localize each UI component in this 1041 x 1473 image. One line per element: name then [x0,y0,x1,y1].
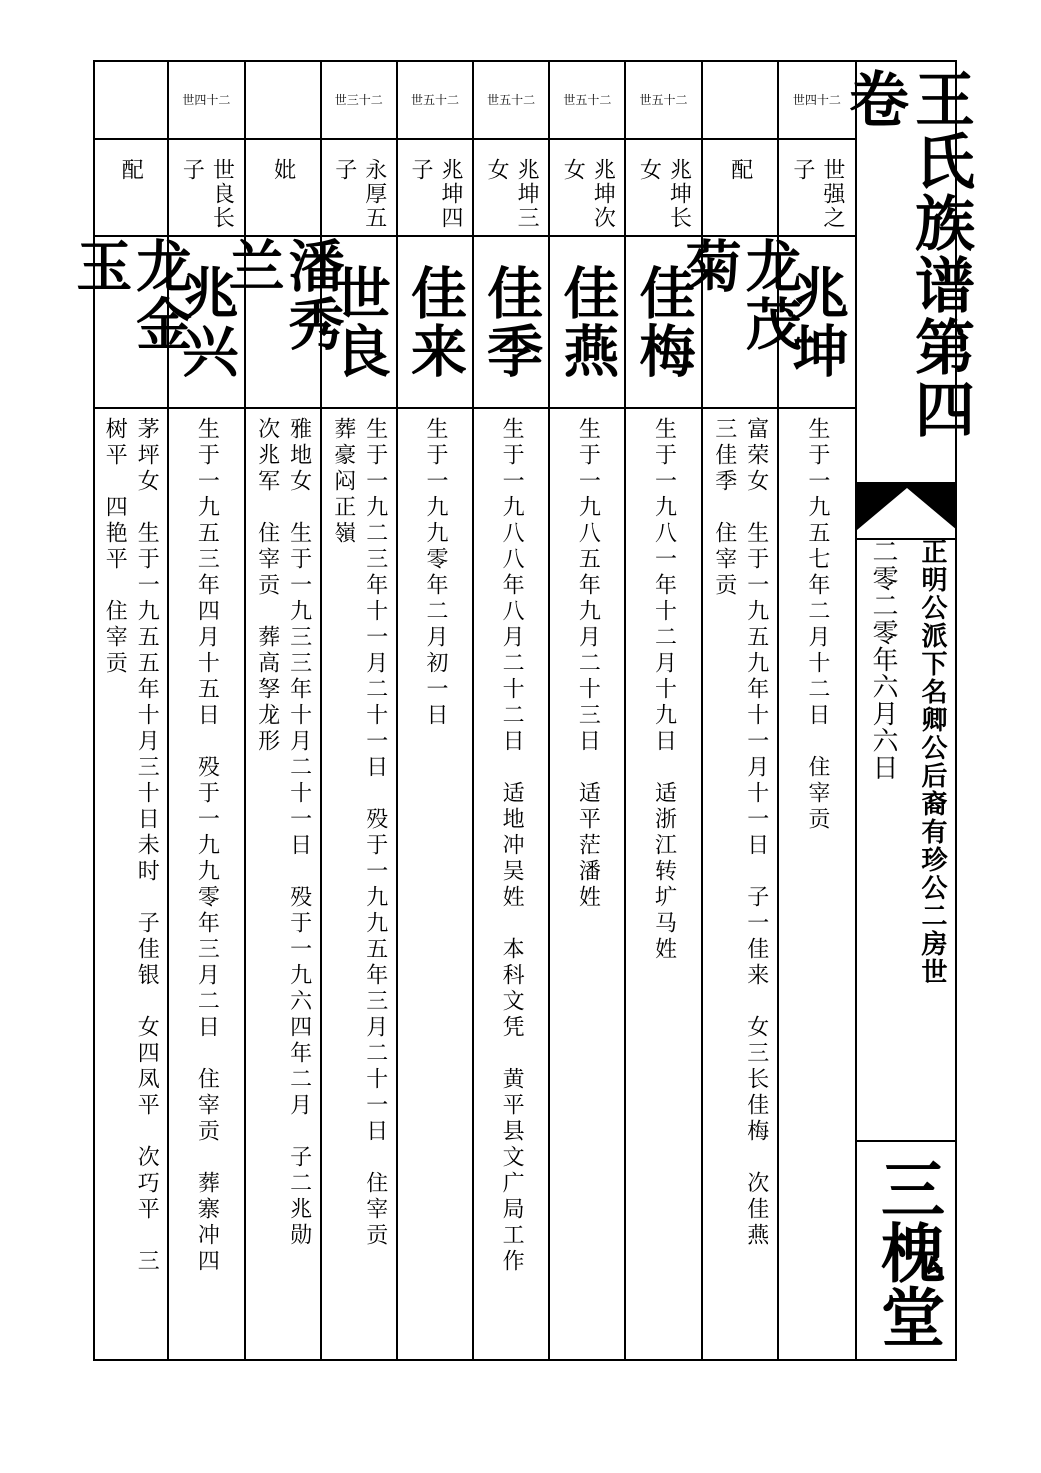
description-cell [322,409,396,1361]
generation-label [703,60,777,140]
description-text: 生于一九二三年十一月二十一日 殁于一九九五年三月二十一日 住宰贡 葬豪闷正嶺 [330,417,388,1249]
generation-label: 世五十二 [550,60,624,140]
generation-label: 世五十二 [474,60,548,140]
compile-date [861,538,905,858]
relation-cell [398,140,472,237]
relation-text: 兆坤四子 [407,158,463,230]
description-text: 生于一九五七年二月十二日 住宰贡 [804,417,830,833]
entry-column [474,60,550,1361]
person-name: 龙茂菊 [676,237,803,353]
person-name: 佳梅 [630,264,697,380]
name-cell [550,237,624,409]
person-name: 佳季 [478,264,545,380]
relation-text: 兆坤次女 [560,158,616,230]
relation-text: 配 [727,158,753,182]
relation-cell [474,140,548,237]
relation-text: 兆坤三女 [484,158,540,230]
generation-label [246,60,320,140]
date-text: 二零二零年六月六日 [868,538,898,781]
name-cell [474,237,548,409]
relation-text: 世强之子 [789,158,845,230]
generation-label: 世五十二 [398,60,472,140]
name-cell [67,237,194,409]
person-name: 潘秀兰 [219,237,346,353]
description-text: 生于一九八五年九月二十三日 适平茫潘姓 [575,417,601,911]
description-text: 雅地女 生于一九三三年十月二十一日 殁于一九六四年二月 子二兆勋 次兆军 住宰贡 葬高孥龙形 [254,417,312,1249]
entry-column [398,60,474,1361]
description-cell [550,409,624,1361]
person-name: 兆兴 [173,264,240,380]
entry-column [219,60,346,1361]
description-cell [398,409,472,1361]
description-text: 生于一九九零年二月初一日 [422,417,448,729]
branch-line [909,538,955,1138]
generation-label [93,60,167,140]
description-cell [703,409,777,1361]
name-cell [219,237,346,409]
relation-cell [322,140,396,237]
name-cell [398,237,472,409]
entry-column [67,60,194,1361]
relation-cell [246,140,320,237]
person-name: 佳燕 [554,264,621,380]
description-text: 生于一九五三年四月十五日 殁于一九九零年三月二日 住宰贡 葬寨冲四 [194,417,220,1275]
generation-label: 世四十二 [779,60,855,140]
person-name: 世良 [325,264,392,380]
description-cell [626,409,700,1361]
relation-cell [779,140,855,237]
description-text: 富荣女 生于一九五九年十一月十一日 子一佳来 女三长佳梅 次佳燕 三佳季 住宰贡 [711,417,769,1249]
description-text: 生于一九八一年十二月十九日 适浙江转圹马姓 [651,417,677,963]
branch-text: 正明公派下名卿公后裔有珍公二房世 [917,538,947,986]
person-name: 佳来 [401,264,468,380]
relation-cell [626,140,700,237]
generation-label: 世四十二 [169,60,243,140]
name-cell [676,237,803,409]
description-cell [169,409,243,1361]
title-column [839,60,975,1361]
relation-text: 配 [118,158,144,182]
relation-text: 兆坤长女 [636,158,692,230]
entry-column [626,60,702,1361]
ribbon-ornament [857,482,957,530]
relation-cell [703,140,777,237]
book-title [839,60,975,480]
entry-column [550,60,626,1361]
relation-cell [169,140,243,237]
person-name: 兆坤 [783,264,850,380]
generation-label: 世五十二 [626,60,700,140]
description-cell [779,409,855,1361]
genealogy-grid [67,60,855,1361]
hall-name [857,1142,957,1361]
generation-label: 世三十二 [322,60,396,140]
description-cell [474,409,548,1361]
hall-text: 三槐堂 [870,1155,945,1348]
relation-cell [550,140,624,237]
entry-column [676,60,803,1361]
relation-cell [93,140,167,237]
relation-text: 妣 [270,158,296,182]
description-cell [246,409,320,1361]
relation-text: 世良长子 [179,158,235,230]
description-text: 生于一九八八年八月二十二日 适地冲吴姓 本科文凭 黄平县文广局工作 [499,417,525,1275]
description-text: 茅坪女 生于一九五五年十月三十日未时 子佳银 女四凤平 次巧平 三 树平 四艳平 住宰贡 [102,417,160,1275]
book-title-text: 王氏族谱第四卷 [839,68,975,440]
name-cell [626,237,700,409]
person-name: 龙金玉 [67,237,194,353]
relation-text: 永厚五子 [331,158,387,230]
description-cell [93,409,167,1361]
